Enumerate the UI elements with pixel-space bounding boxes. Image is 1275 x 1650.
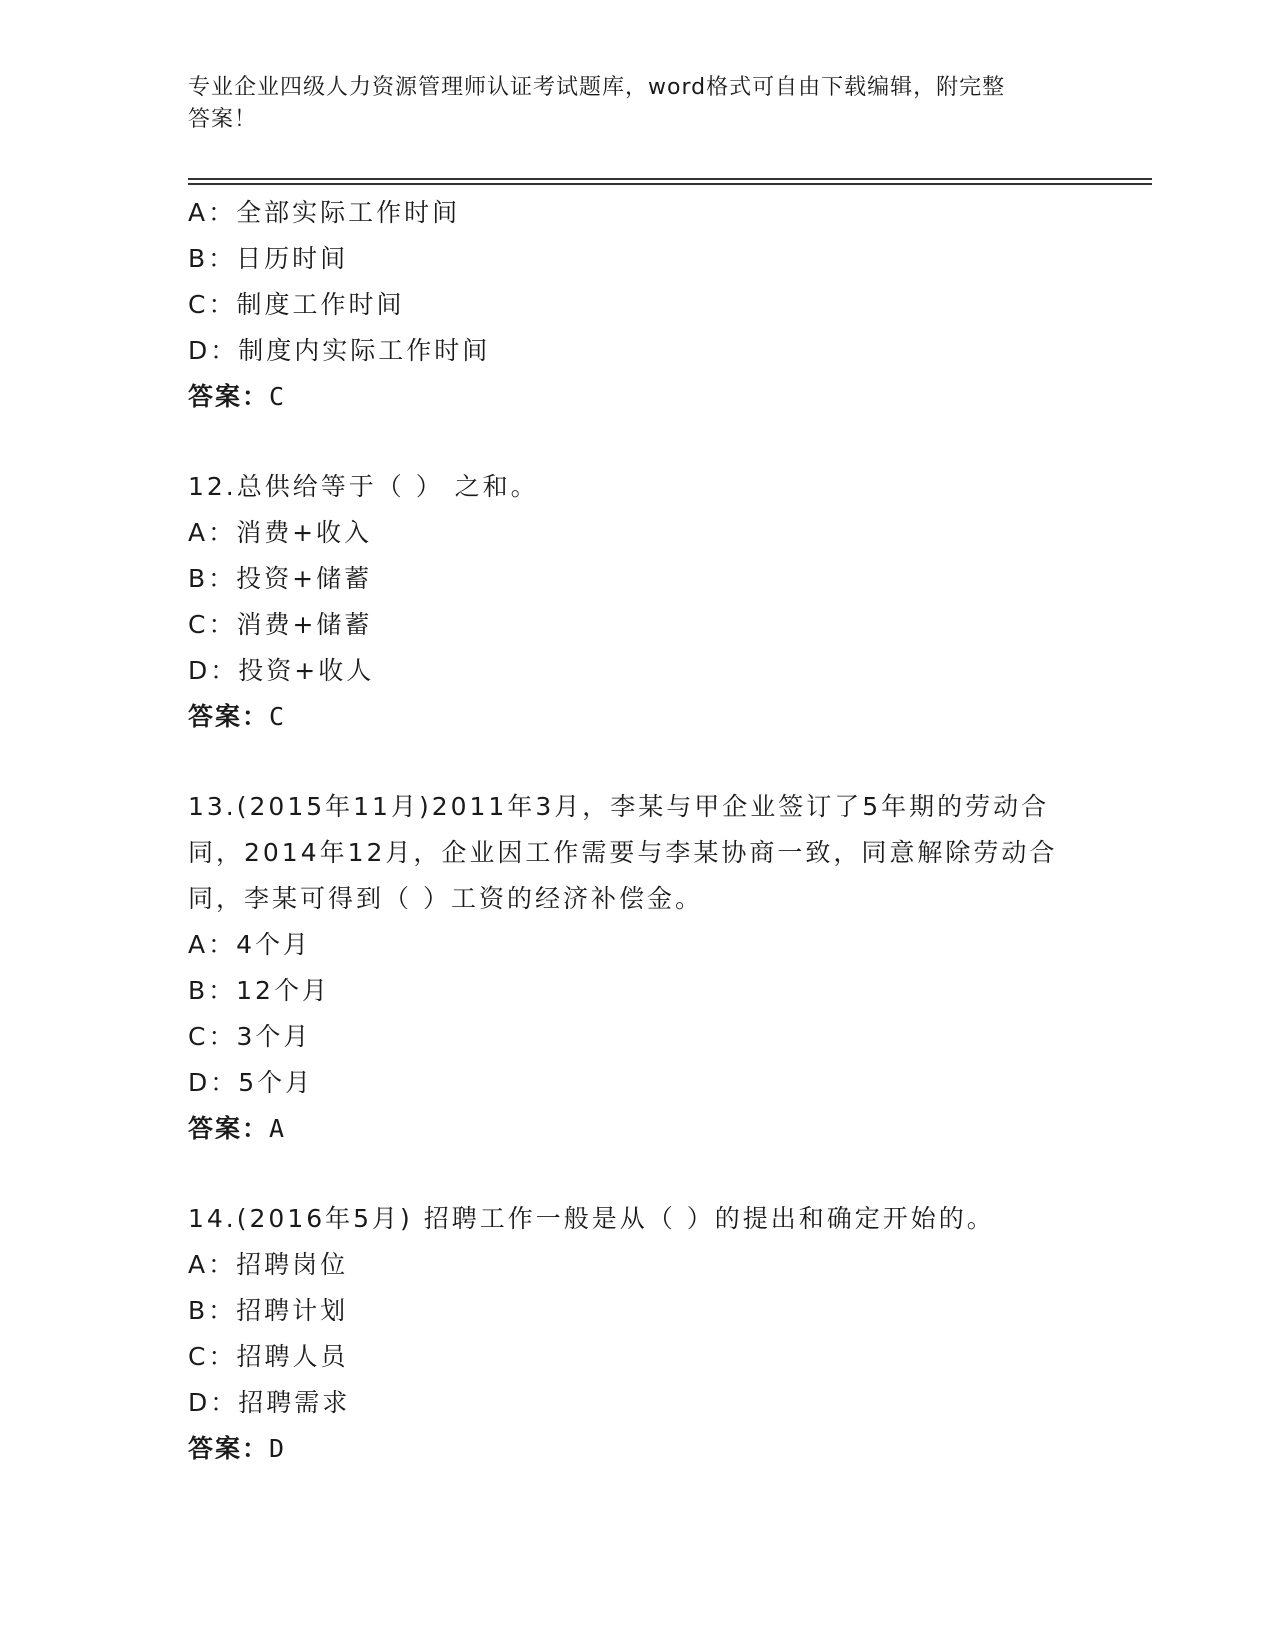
answer-line [188, 1106, 1148, 1152]
header-divider-bottom [188, 183, 1152, 185]
document-header [188, 72, 1088, 136]
question-12 [188, 464, 1148, 740]
option-d: D：投资+收人 [188, 656, 375, 685]
question-text-line-2: 同，2014年12月，企业因工作需要与李某协商一致，同意解除劳动合 [188, 838, 1058, 867]
option-b: B：12个月 [188, 976, 330, 1005]
option-a: A：4个月 [188, 930, 312, 959]
option-c: C：制度工作时间 [188, 290, 405, 319]
header-divider-top [188, 178, 1152, 180]
answer-value: D [269, 1434, 287, 1463]
option-d: D：招聘需求 [188, 1388, 351, 1417]
header-line-2: 答案！ [188, 107, 258, 132]
answer-label: 答案： [188, 382, 270, 411]
question-text: 14.(2016年5月) 招聘工作一般是从（ ）的提出和确定开始的。 [188, 1204, 995, 1233]
option-b: B：投资+储蓄 [188, 564, 373, 593]
option-c: C：招聘人员 [188, 1342, 349, 1371]
question-text-line-3: 同，李某可得到（ ）工资的经济补偿金。 [188, 884, 703, 913]
question-text-line-1: 13.(2015年11月)2011年3月，李某与甲企业签订了5年期的劳动合 [188, 792, 1050, 821]
answer-label: 答案： [188, 1434, 270, 1463]
option-d: D：5个月 [188, 1068, 314, 1097]
option-b: B：日历时间 [188, 244, 349, 273]
spacer [188, 1152, 1148, 1196]
answer-line [188, 1426, 1148, 1472]
question-13 [188, 784, 1148, 1152]
question-11-continued [188, 190, 1148, 420]
option-c: C：消费+储蓄 [188, 610, 373, 639]
spacer [188, 420, 1148, 464]
answer-label: 答案： [188, 1114, 270, 1143]
option-a: A：全部实际工作时间 [188, 198, 461, 227]
question-text: 12.总供给等于（ ） 之和。 [188, 472, 539, 501]
question-14 [188, 1196, 1148, 1472]
answer-value: C [269, 702, 287, 731]
option-d: D：制度内实际工作时间 [188, 336, 491, 365]
answer-value: C [269, 382, 287, 411]
question-list [188, 190, 1148, 1472]
answer-line [188, 374, 1148, 420]
answer-value: A [269, 1114, 287, 1143]
option-c: C：3个月 [188, 1022, 312, 1051]
option-a: A：招聘岗位 [188, 1250, 349, 1279]
header-line-1: 专业企业四级人力资源管理师认证考试题库，word格式可自由下载编辑，附完整 [188, 75, 1006, 100]
option-b: B：招聘计划 [188, 1296, 349, 1325]
answer-label: 答案： [188, 702, 270, 731]
spacer [188, 740, 1148, 784]
option-a: A：消费+收入 [188, 518, 373, 547]
answer-line [188, 694, 1148, 740]
